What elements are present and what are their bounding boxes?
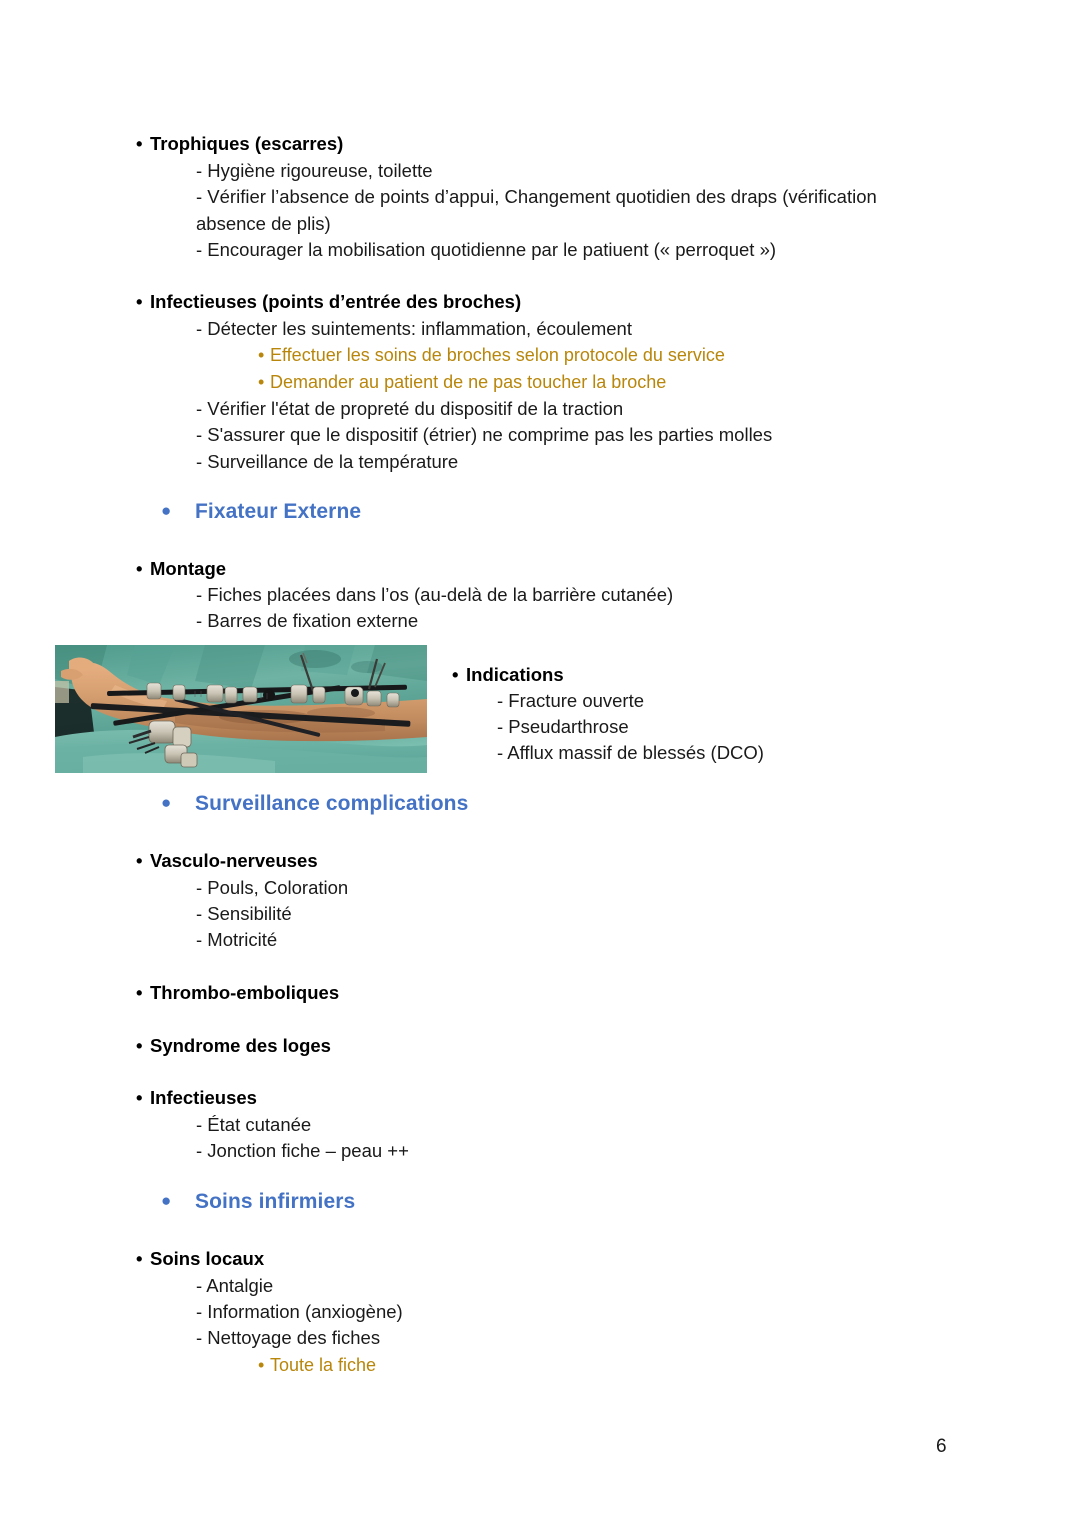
bullet-glyph: • <box>136 558 143 579</box>
section-title-text: Infectieuses <box>150 1087 257 1108</box>
list-item: - Jonction fiche – peau ++ <box>196 1140 409 1161</box>
bullet-glyph: • <box>136 1248 143 1269</box>
heading-bullet-icon: ● <box>161 1191 172 1210</box>
list-item: - Sensibilité <box>196 903 292 924</box>
list-item: - Vérifier l'état de propreté du dispositif de la traction <box>196 398 624 419</box>
section-title-infectieuses-broches <box>136 289 521 315</box>
heading-label: Surveillance complications <box>195 792 469 815</box>
list-item: - Pseudarthrose <box>497 716 629 737</box>
heading-label: Soins infirmiers <box>195 1190 356 1213</box>
bullet-glyph: • <box>136 291 143 312</box>
section-title-text: Vasculo-nerveuses <box>150 850 318 871</box>
section-title-montage <box>136 556 226 582</box>
section-title-text: Indications <box>466 664 564 685</box>
list-item: - Barres de fixation externe <box>196 610 419 631</box>
bullet-glyph: • <box>258 1355 265 1375</box>
section-title-text: Infectieuses (points d’entrée des broches) <box>150 291 522 312</box>
sub-list-item-text: Effectuer les soins de broches selon protocole du service <box>270 345 725 365</box>
list-item: - État cutanée <box>196 1114 312 1135</box>
section-title-text: Soins locaux <box>150 1248 265 1269</box>
list-item: - Afflux massif de blessés (DCO) <box>497 742 764 763</box>
section-title-infectieuses <box>136 1085 257 1111</box>
heading-soins-infirmiers <box>161 1190 355 1214</box>
heading-bullet-icon: ● <box>161 501 172 520</box>
list-item: - Antalgie <box>196 1275 274 1296</box>
section-title-soins-locaux <box>136 1246 264 1272</box>
list-item: - Fiches placées dans l’os (au-delà de la barrière cutanée) <box>196 584 674 605</box>
heading-label: Fixateur Externe <box>195 500 362 523</box>
page-number: 6 <box>936 1436 947 1457</box>
list-item: - Information (anxiogène) <box>196 1301 403 1322</box>
heading-surveillance-complications <box>161 792 468 816</box>
list-item: - Vérifier l’absence de points d’appui, Changement quotidien des draps (vérification absence de plis) <box>196 186 877 234</box>
list-item: - Hygiène rigoureuse, toilette <box>196 160 433 181</box>
list-item: - Nettoyage des fiches <box>196 1327 381 1348</box>
external-fixator-photo <box>55 645 427 773</box>
bullet-glyph: • <box>136 133 143 154</box>
bullet-glyph: • <box>136 1087 143 1108</box>
section-title-text: Thrombo-emboliques <box>150 982 340 1003</box>
list-item: - Détecter les suintements: inflammation, écoulement <box>196 318 632 339</box>
section-title-trophiques <box>136 131 343 157</box>
sub-list-item-text: Demander au patient de ne pas toucher la broche <box>270 372 667 392</box>
section-title-indications <box>452 662 564 688</box>
bullet-glyph: • <box>136 850 143 871</box>
section-title-text: Trophiques (escarres) <box>150 133 344 154</box>
bullet-glyph: • <box>136 1035 143 1056</box>
sub-list-item <box>258 369 666 396</box>
section-title-thrombo-emboliques <box>136 980 339 1006</box>
list-item: - Fracture ouverte <box>497 690 645 711</box>
section-title-text: Montage <box>150 558 227 579</box>
bullet-glyph: • <box>258 345 265 365</box>
bullet-glyph: • <box>452 664 459 685</box>
heading-fixateur-externe <box>161 500 361 524</box>
bullet-glyph: • <box>258 372 265 392</box>
heading-bullet-icon: ● <box>161 793 172 812</box>
list-item: - Surveillance de la température <box>196 451 459 472</box>
section-title-syndrome-des-loges <box>136 1033 331 1059</box>
list-item: - Motricité <box>196 929 278 950</box>
sub-list-item <box>258 342 725 369</box>
section-title-text: Syndrome des loges <box>150 1035 331 1056</box>
list-item: - Encourager la mobilisation quotidienne par le patiuent (« perroquet ») <box>196 239 777 260</box>
list-item: - Pouls, Coloration <box>196 877 349 898</box>
section-title-vasculo-nerveuses <box>136 848 318 874</box>
sub-list-item-text: Toute la fiche <box>270 1355 377 1375</box>
sub-list-item <box>258 1352 376 1379</box>
list-item: - S'assurer que le dispositif (étrier) ne comprime pas les parties molles <box>196 424 773 445</box>
bullet-glyph: • <box>136 982 143 1003</box>
